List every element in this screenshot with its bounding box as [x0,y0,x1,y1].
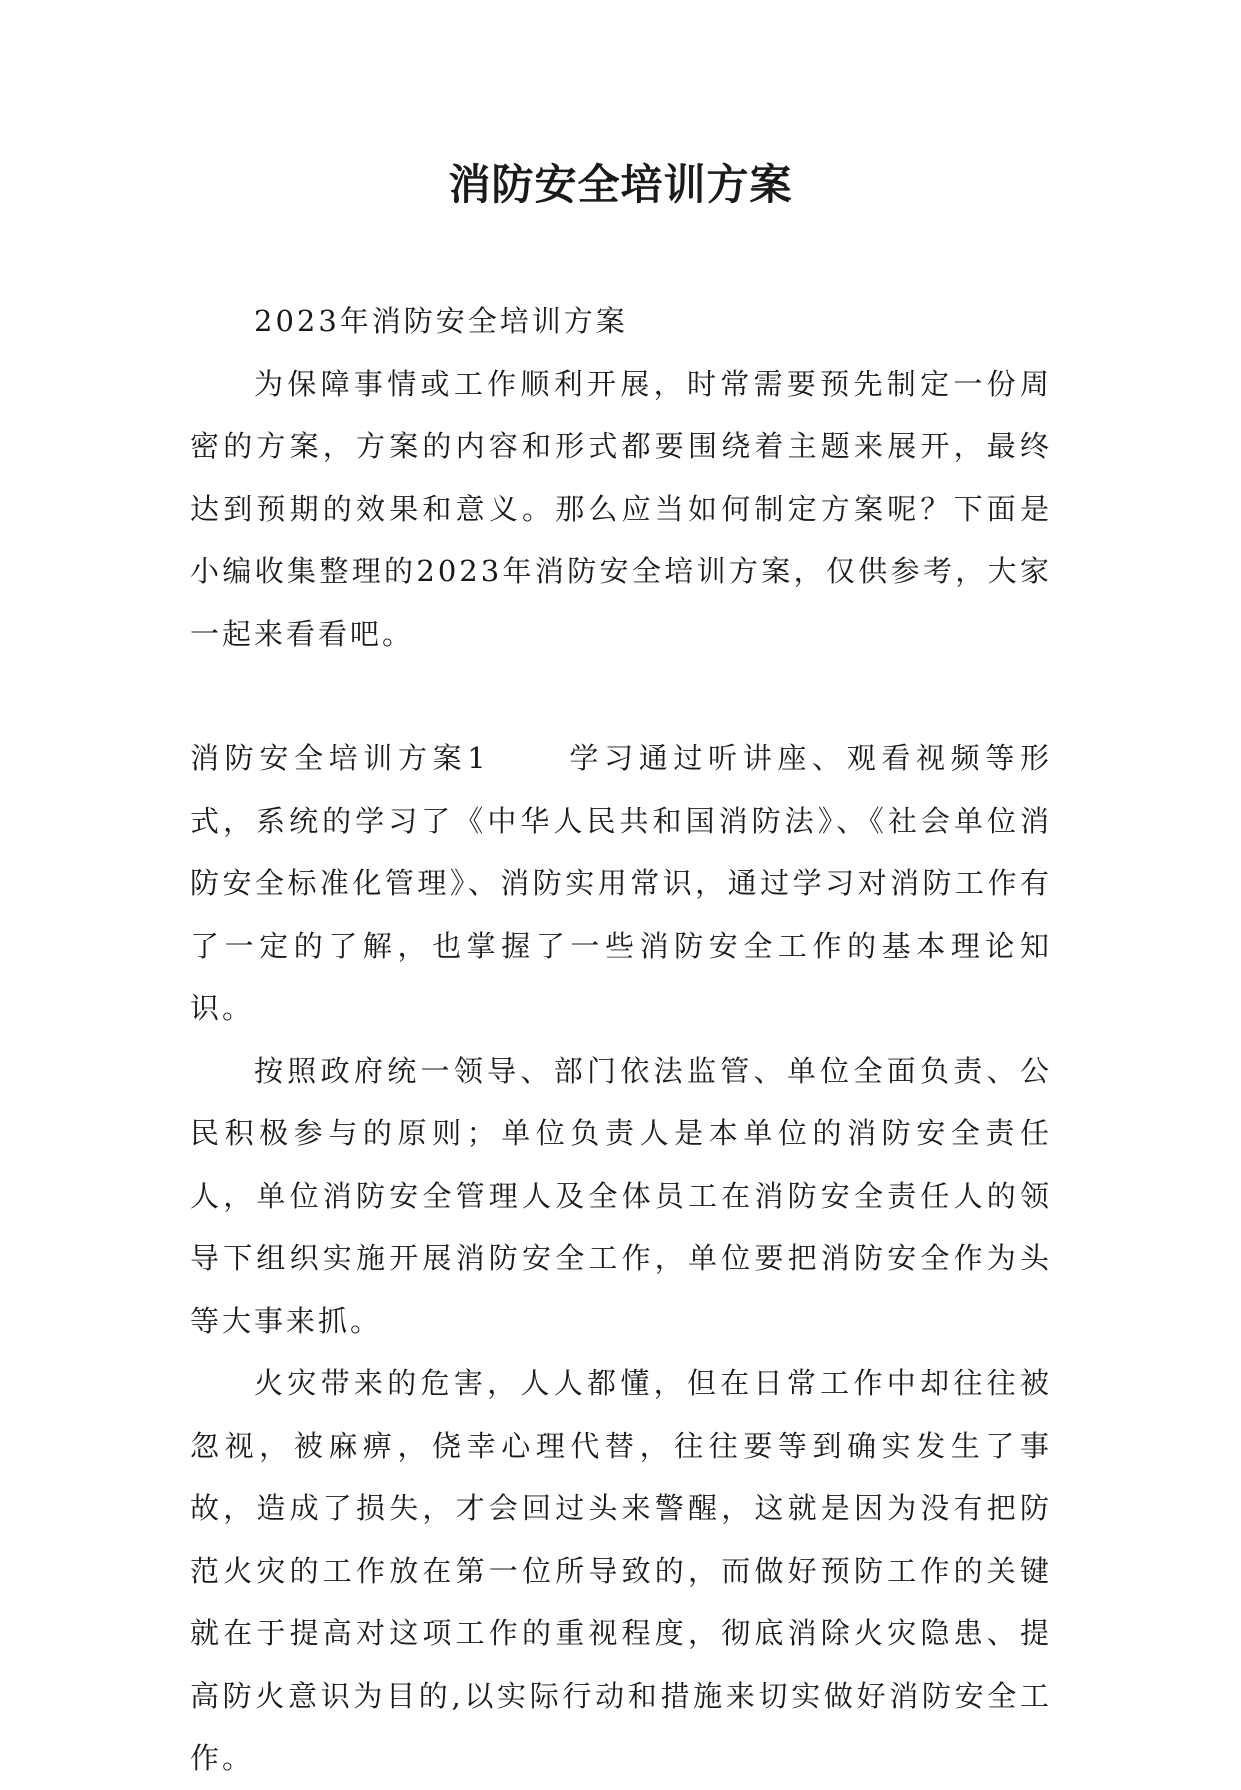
section-1-heading: 消防安全培训方案1 [190,741,489,775]
intro-paragraph: 为保障事情或工作顺利开展，时常需要预先制定一份周密的方案，方案的内容和形式都要围绕着主题来展开，最终达到预期的效果和意义。那么应当如何制定方案呢？下面是小编收集整理的2023年消防安全培训方案，仅供参考，大家一起来看看吧。 [190,366,1052,651]
document-body [190,290,1052,1790]
section-1-first-text: 学习通过听讲座、观看视频等形式，系统的学习了《中华人民共和国消防法》、《社会单位消防安全标准化管理》、消防实用常识，通过学习对消防工作有了一定的了解，也掌握了一些消防安全工作的基本理论知识。 [190,741,1052,1025]
document-subtitle: 2023年消防安全培训方案 [254,304,628,338]
section-1-paragraph-1 [190,727,1052,1040]
section-spacer [190,665,1052,727]
section-1-paragraph-2: 按照政府统一领导、部门依法监管、单位全面负责、公民积极参与的原则；单位负责人是本单位的消防安全责任人，单位消防安全管理人及全体员工在消防安全责任人的领导下组织实施开展消防安全工作，单位要把消防安全作为头等大事来抓。 [190,1053,1052,1338]
document-title: 消防安全培训方案 [448,160,793,209]
section-1-paragraph-3: 火灾带来的危害，人人都懂，但在日常工作中却往往被忽视，被麻痹，侥幸心理代替，往往要等到确实发生了事故，造成了损失，才会回过头来警醒，这就是因为没有把防范火灾的工作放在第一位所导致的，而做好预防工作的关键就在于提高对这项工作的重视程度，彻底消除火灾隐患、提高防火意识为目的,以实际行动和措施来切实做好消防安全工作。 [190,1366,1052,1775]
